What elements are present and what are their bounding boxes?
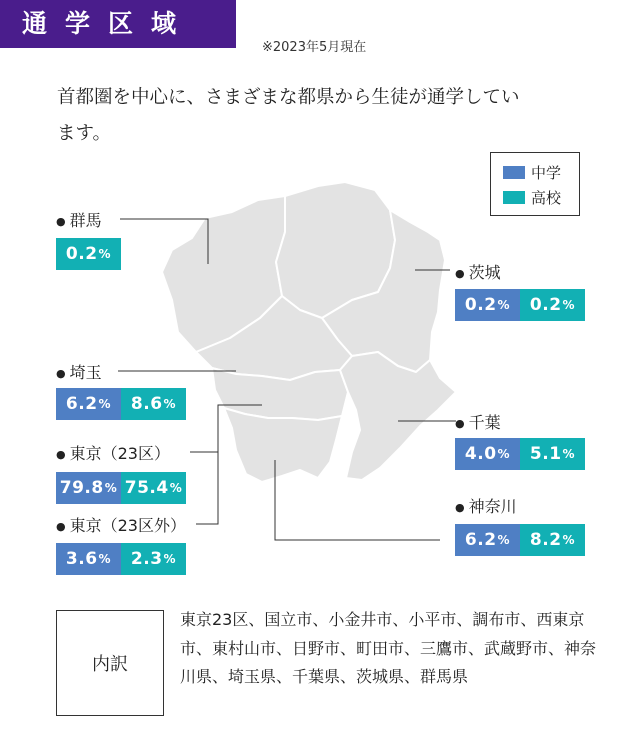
value-unit: % <box>497 533 511 547</box>
value-number: 2.3 <box>130 549 163 569</box>
value-unit: % <box>98 552 112 566</box>
pref-name-text: 神奈川 <box>468 497 517 516</box>
breakdown-label: 内訳 <box>92 654 128 675</box>
pref-name-text: 群馬 <box>69 211 102 230</box>
value-unit: % <box>497 447 511 461</box>
values-tokyo23 <box>56 472 186 504</box>
value-unit: % <box>497 298 511 312</box>
value-senior-tokyo-outside <box>121 543 186 575</box>
value-number: 75.4 <box>124 478 169 498</box>
value-number: 6.2 <box>464 530 497 550</box>
pref-name-ibaraki <box>455 260 501 283</box>
value-unit: % <box>562 533 576 547</box>
leader-tokyo-outside <box>196 452 218 524</box>
value-junior-chiba <box>455 438 520 470</box>
bullet-icon: ● <box>455 417 465 430</box>
value-senior-chiba <box>520 438 585 470</box>
bullet-icon: ● <box>56 367 66 380</box>
value-number: 4.0 <box>464 444 497 464</box>
bullet-icon: ● <box>56 215 66 228</box>
value-unit: % <box>562 298 576 312</box>
region-kanagawa <box>224 408 342 482</box>
value-number: 8.2 <box>529 530 562 550</box>
value-number: 6.2 <box>65 394 98 414</box>
legend-label-junior: 中学 <box>531 164 562 182</box>
values-saitama <box>56 388 186 420</box>
map-regions <box>162 182 456 482</box>
value-unit: % <box>163 397 177 411</box>
section-title: 通学区域 <box>22 9 195 38</box>
pref-name-chiba <box>455 410 501 433</box>
lead-text: 首都圏を中心に、さまざまな都県から生徒が通学しています。 <box>57 87 520 144</box>
pref-name-saitama <box>56 360 102 383</box>
value-senior-saitama <box>121 388 186 420</box>
pref-name-text: 埼玉 <box>69 363 102 382</box>
value-junior-saitama <box>56 388 121 420</box>
breakdown-label-box <box>56 610 164 716</box>
values-gunma <box>56 238 121 270</box>
pref-name-kanagawa <box>455 494 517 517</box>
pref-name-tokyo-outside <box>56 513 186 536</box>
values-kanagawa <box>455 524 585 556</box>
value-junior-ibaraki <box>455 289 520 321</box>
value-unit: % <box>562 447 576 461</box>
value-senior-kanagawa <box>520 524 585 556</box>
bullet-icon: ● <box>455 267 465 280</box>
value-number: 0.2 <box>65 244 98 264</box>
value-senior-ibaraki <box>520 289 585 321</box>
value-number: 79.8 <box>59 478 104 498</box>
value-senior-gunma <box>56 238 121 270</box>
value-junior-tokyo-outside <box>56 543 121 575</box>
legend-label-senior: 高校 <box>531 189 562 207</box>
date-note: ※2023年5月現在 <box>262 40 367 55</box>
bullet-icon: ● <box>455 501 465 514</box>
value-number: 0.2 <box>464 295 497 315</box>
value-senior-tokyo23 <box>121 472 186 504</box>
region-chiba <box>340 352 456 480</box>
pref-name-text: 東京（23区外） <box>69 516 186 535</box>
pref-name-text: 東京（23区） <box>69 444 170 463</box>
values-chiba <box>455 438 585 470</box>
value-unit: % <box>98 397 112 411</box>
value-junior-tokyo23 <box>56 472 121 504</box>
values-ibaraki <box>455 289 585 321</box>
value-junior-kanagawa <box>455 524 520 556</box>
bullet-icon: ● <box>56 520 66 533</box>
value-number: 5.1 <box>529 444 562 464</box>
pref-name-text: 茨城 <box>468 263 501 282</box>
value-number: 8.6 <box>130 394 163 414</box>
pref-name-text: 千葉 <box>468 413 501 432</box>
breakdown-text: 東京23区、国立市、小金井市、小平市、調布市、西東京市、東村山市、日野市、町田市、三鷹市、武蔵野市、神奈川県、埼玉県、千葉県、茨城県、群馬県 <box>180 610 597 686</box>
value-unit: % <box>163 552 177 566</box>
value-unit: % <box>169 481 183 495</box>
values-tokyo-outside <box>56 543 186 575</box>
value-number: 3.6 <box>65 549 98 569</box>
value-unit: % <box>98 247 112 261</box>
pref-name-gunma <box>56 208 102 231</box>
bullet-icon: ● <box>56 448 66 461</box>
value-unit: % <box>104 481 118 495</box>
pref-name-tokyo23 <box>56 441 170 464</box>
value-number: 0.2 <box>529 295 562 315</box>
